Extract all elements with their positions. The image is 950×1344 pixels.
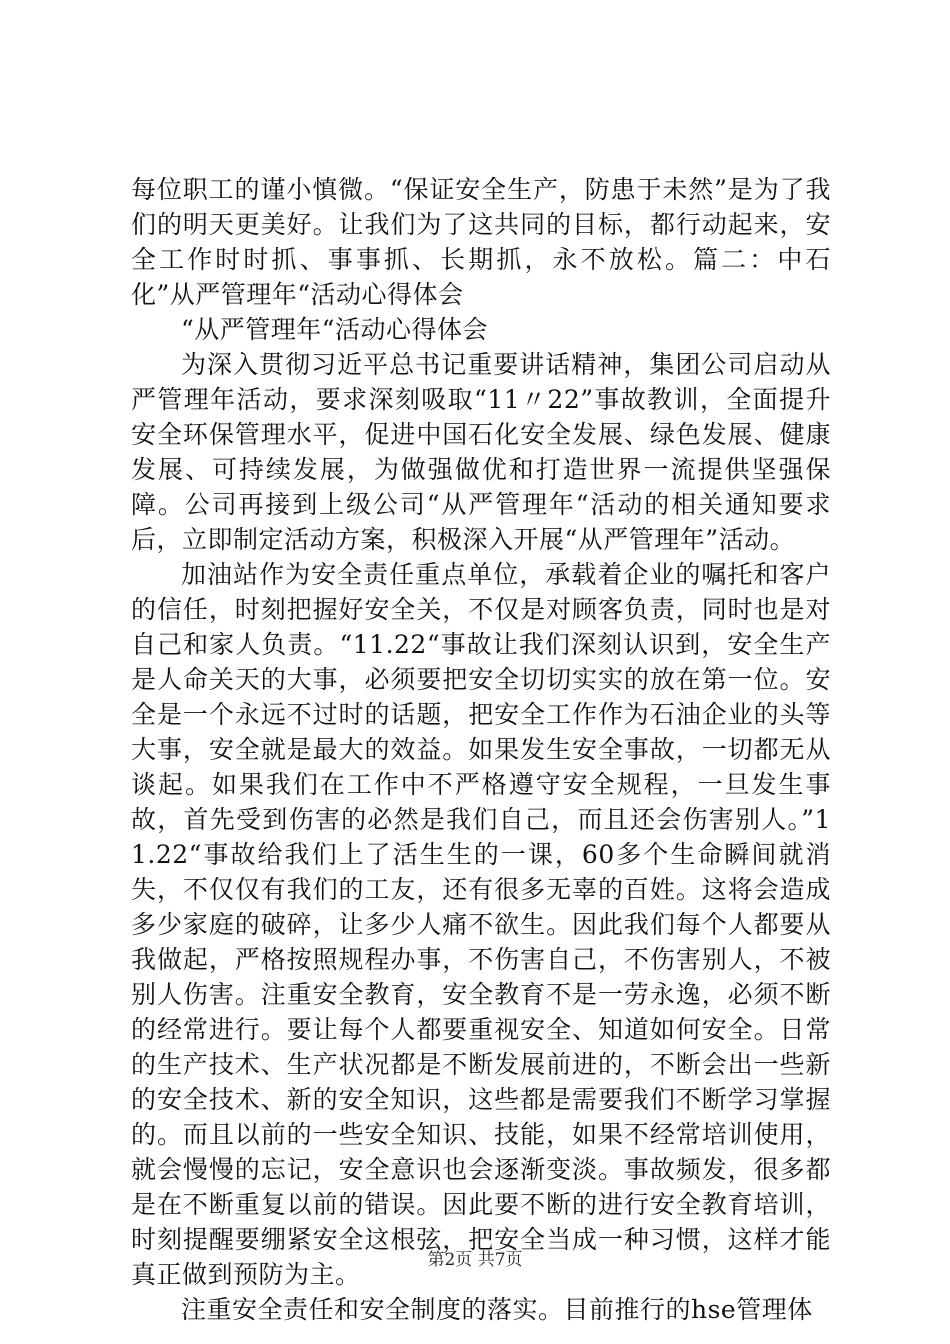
paragraph: 加油站作为安全责任重点单位，承载着企业的嘱托和客户的信任，时刻把握好安全关，不仅是对顾客负责，同时也是对自己和家人负责。“11.22“事故让我们深刻认识到，安全生产是人命关天的大事，必须要把安全切切实实的放在第一位。安全是一个永远不过时的话题，把安全工作作为石油企业的头等大事，安全就是最大的效益。如果发生安全事故，一切都无从谈起。如果我们在工作中不严格遵守安全规程，一旦发生事故，首先受到伤害的必然是我们自己，而且还会伤害别人。”11.22“事故给我们上了活生生的一课，60多个生命瞬间就消失，不仅仅有我们的工友，还有很多无辜的百姓。这将会造成多少家庭的破碎，让多少人痛不欲生。因此我们每个人都要从我做起，严格按照规程办事，不伤害自己，不伤害别人，不被别人伤害。注重安全教育，安全教育不是一劳永逸，必须不断的经常进行。要让每个人都要重视安全、知道如何安全。日常的生产技术、生产状况都是不断发展前进的，不断会出一些新的安全技术、新的安全知识，这些都是需要我们不断学习掌握的。而且以前的一些安全知识、技能，如果不经常培训使用，就会慢慢的忘记，安全意识也会逐渐变淡。事故频发，很多都是在不断重复以前的错误。因此要不断的进行安全教育培训，时刻提醒要绷紧安全这根弦，把安全当成一种习惯，这样才能真正做到预防为主。: [131, 560, 831, 1289]
paragraph: 注重安全责任和安全制度的落实。目前推行的hse管理体: [181, 1295, 813, 1324]
paragraph: 为深入贯彻习近平总书记重要讲话精神，集团公司启动从严管理年活动，要求深刻吸取“11〃22”事故教训，全面提升安全环保管理水平，促进中国石化安全发展、绿色发展、健康发展、可持续发展，为做强做优和打造世界一流提供坚强保障。公司再接到上级公司“从严管理年“活动的相关通知要求后，立即制定活动方案，积极深入开展“从严管理年”活动。: [131, 350, 831, 554]
page-number-footer: 第2页 共7页: [427, 1250, 523, 1270]
paragraph: 每位职工的谨小慎微。“保证安全生产，防患于未然”是为了我们的明天更美好。让我们为了这共同的目标，都行动起来，安全工作时时抓、事事抓、长期抓，永不放松。篇二：中石化”从严管理年“活动心得体会: [131, 175, 831, 309]
paragraph-heading: “从严管理年“活动心得体会: [181, 315, 489, 344]
document-body: [131, 172, 831, 1327]
